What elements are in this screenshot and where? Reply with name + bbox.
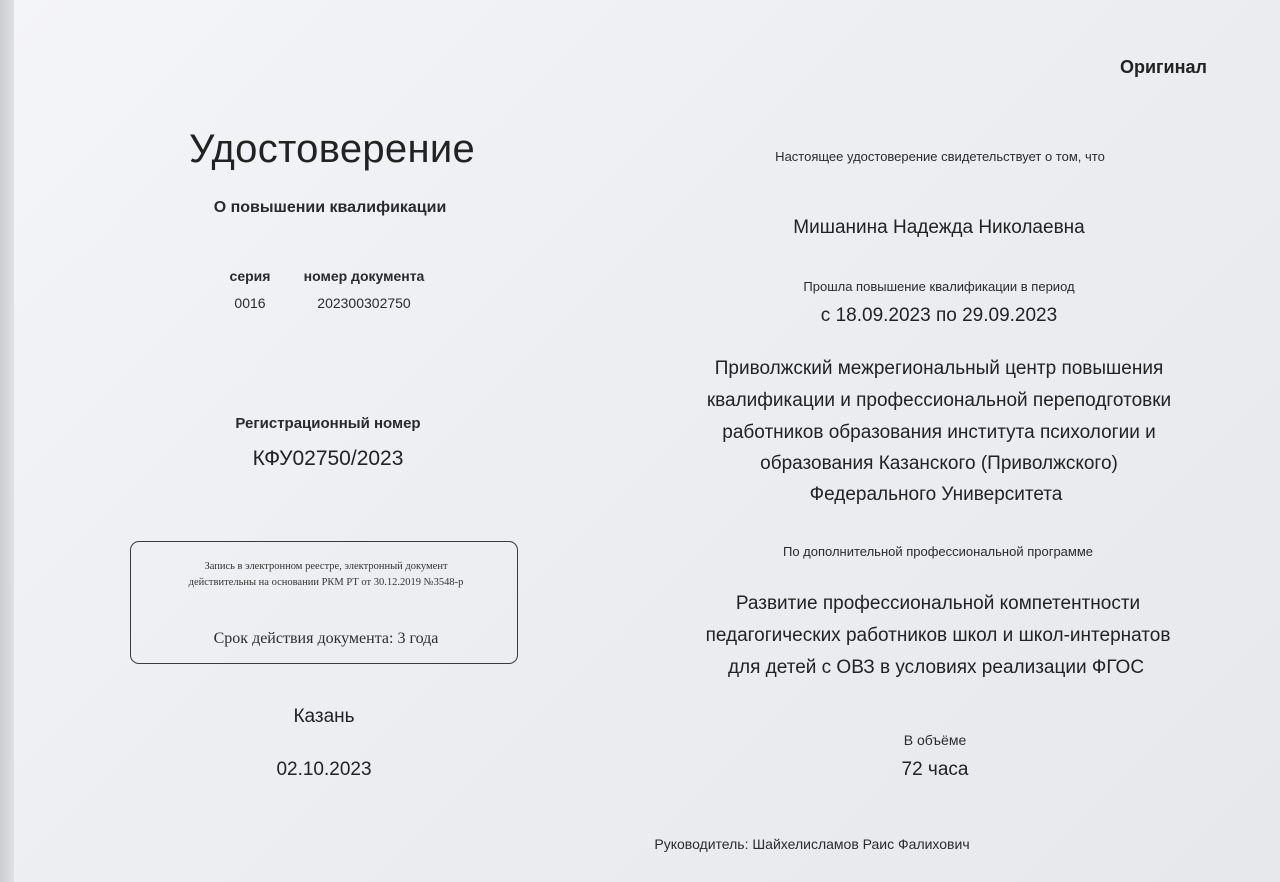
program-title-line: педагогических работников школ и школ-интернатов [705,625,1171,646]
holder-name: Мишанина Надежда Николаевна [793,217,1085,238]
doc-number-label: номер документа [303,268,425,284]
stamp-line-1: Запись в электронном реестре, электронный документ [204,561,448,572]
period-value: с 18.09.2023 по 29.09.2023 [820,305,1058,326]
program-title-line: для детей с ОВЗ в условиях реализации ФГОС [727,657,1145,678]
document-subtitle: О повышении квалификации [213,199,447,216]
organization-line: образования Казанского (Приволжского) [760,453,1118,474]
head-signature-line: Руководитель: Шайхелисламов Раис Фалихович [654,836,970,852]
organization-line: работников образования института психологии и [722,422,1156,443]
certifies-text: Настоящее удостоверение свидетельствует о том, что [775,149,1105,164]
document-title: Удостоверение [188,127,476,171]
doc-number-value: 202300302750 [317,295,411,311]
series-value: 0016 [234,295,266,311]
stamp-validity: Срок действия документа: 3 года [213,630,439,647]
issue-date: 02.10.2023 [276,759,372,780]
volume-label: В объёме [903,732,967,748]
volume-value: 72 часа [901,759,969,780]
original-mark: Оригинал [1120,57,1207,77]
series-label: серия [229,268,271,284]
organization-line: квалификации и профессиональной переподготовки [706,390,1172,411]
program-title-line: Развитие профессиональной компетентности [735,593,1141,614]
organization-line: Федерального Университета [809,484,1063,505]
program-label: По дополнительной профессиональной программе [782,544,1094,559]
organization-line: Приволжский межрегиональный центр повышения [714,358,1164,379]
registration-number: КФУ02750/2023 [252,447,404,470]
stamp-line-2: действительны на основании РКМ РТ от 30.12.2019 №3548-р [188,577,464,588]
period-label: Прошла повышение квалификации в период [803,279,1075,294]
issue-city: Казань [293,706,355,727]
page-edge-shadow [0,0,14,882]
registration-label: Регистрационный номер [235,415,421,432]
